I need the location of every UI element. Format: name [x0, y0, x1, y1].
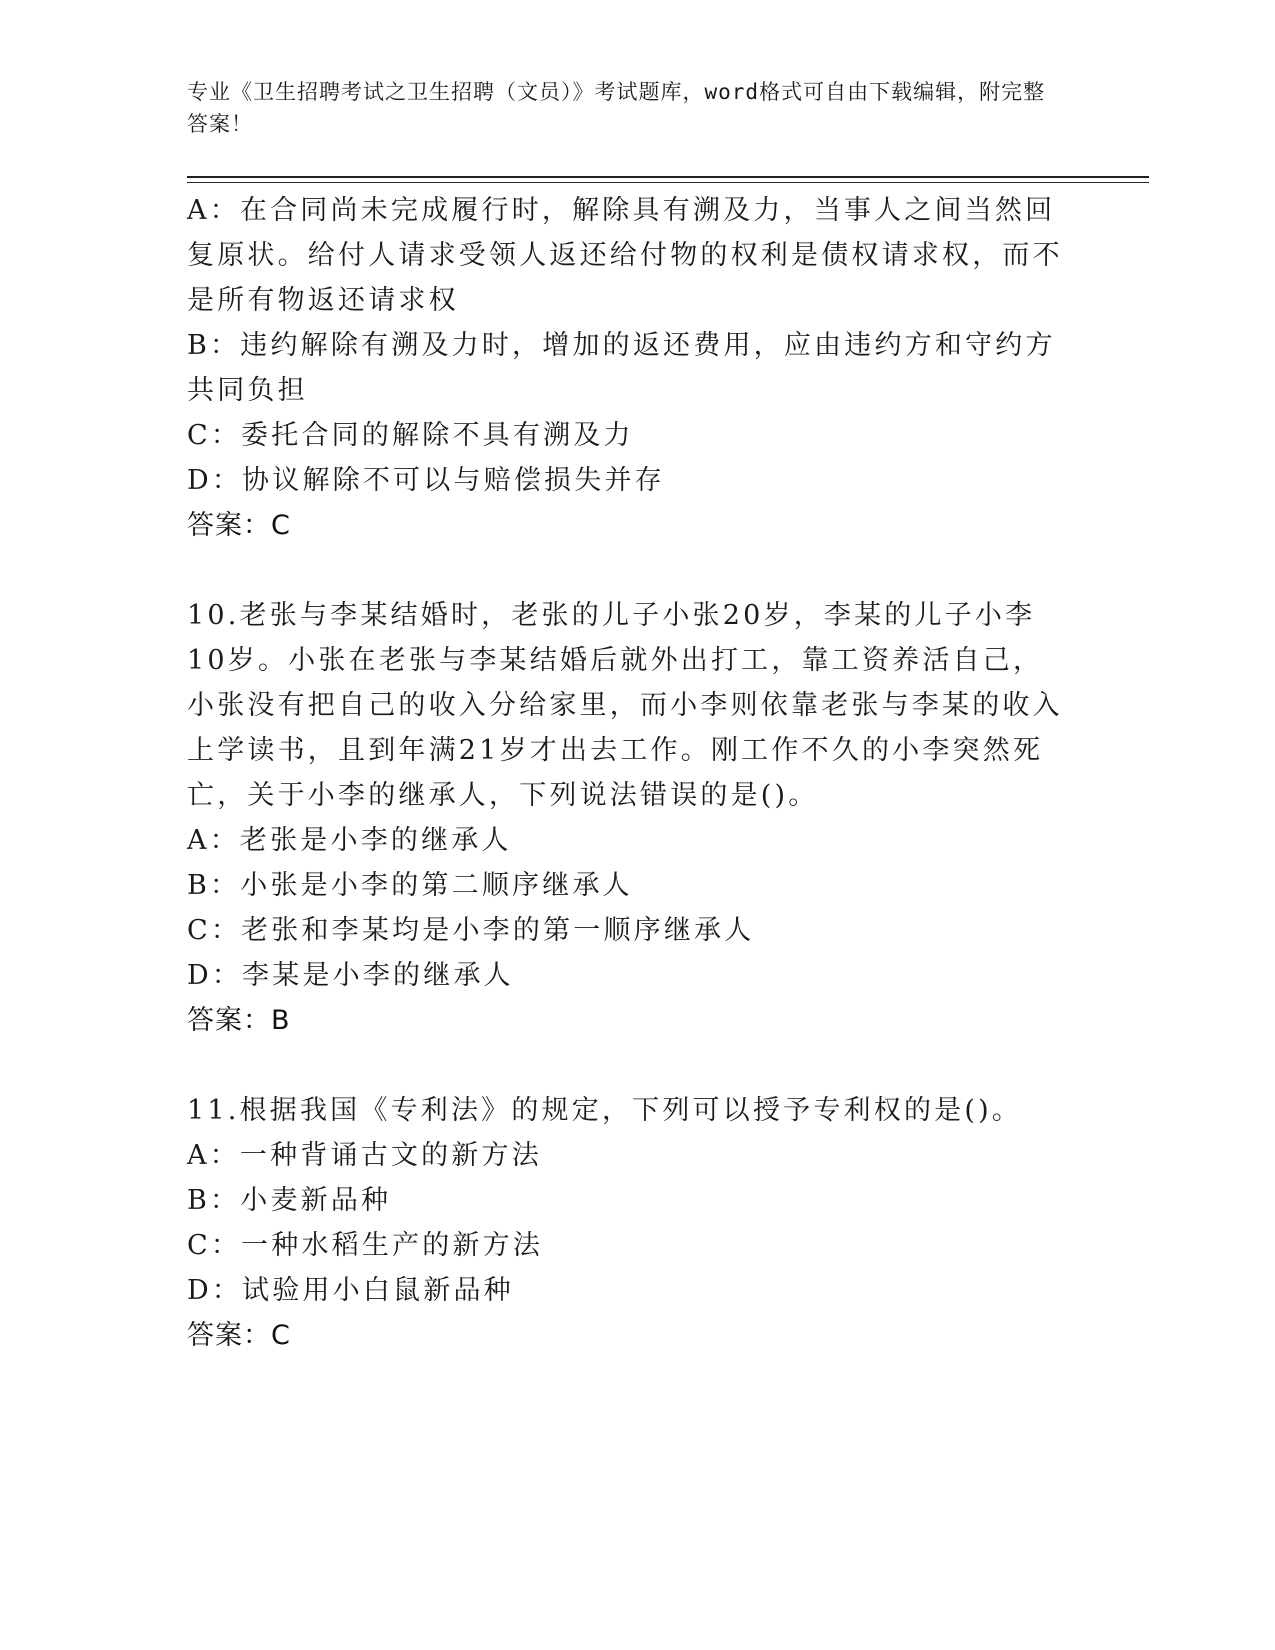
option-b: B：小张是小李的第二顺序继承人 [187, 870, 633, 901]
option-d: D：李某是小李的继承人 [187, 960, 514, 991]
question-9 [187, 188, 1067, 548]
option-c: C：一种水稻生产的新方法 [187, 1230, 544, 1261]
question-content [187, 188, 1067, 1358]
question-stem: 11.根据我国《专利法》的规定，下列可以授予专利权的是()。 [187, 1095, 1023, 1126]
header-rule-thin [187, 182, 1149, 183]
option-a: A：一种背诵古文的新方法 [187, 1140, 542, 1171]
question-stem: 10.老张与李某结婚时，老张的儿子小张20岁，李某的儿子小李10岁。小张在老张与李某结婚后就外出打工，靠工资养活自己，小张没有把自己的收入分给家里，而小李则依靠老张与李某的收入上学读书，且到年满21岁才出去工作。刚工作不久的小李突然死亡，关于小李的继承人，下列说法错误的是()。 [187, 600, 1063, 811]
answer-label: 答案：C [187, 1320, 291, 1351]
answer-label: 答案：C [187, 510, 291, 541]
option-a: A：老张是小李的继承人 [187, 825, 512, 856]
question-10 [187, 593, 1067, 1043]
option-a: A：在合同尚未完成履行时，解除具有溯及力，当事人之间当然回复原状。给付人请求受领人返还给付物的权利是债权请求权，而不是所有物返还请求权 [187, 195, 1063, 316]
question-11 [187, 1088, 1067, 1358]
option-c: C：委托合同的解除不具有溯及力 [187, 420, 634, 451]
option-b: B：违约解除有溯及力时，增加的返还费用，应由违约方和守约方共同负担 [187, 330, 1056, 406]
answer-label: 答案：B [187, 1005, 291, 1036]
header-rule-thick [187, 176, 1149, 178]
option-c: C：老张和李某均是小李的第一顺序继承人 [187, 915, 755, 946]
option-b: B：小麦新品种 [187, 1185, 392, 1216]
document-header: 专业《卫生招聘考试之卫生招聘（文员）》考试题库，word格式可自由下载编辑，附完整答案！ [187, 80, 1046, 136]
option-d: D：试验用小白鼠新品种 [187, 1275, 514, 1306]
option-d: D：协议解除不可以与赔偿损失并存 [187, 465, 665, 496]
